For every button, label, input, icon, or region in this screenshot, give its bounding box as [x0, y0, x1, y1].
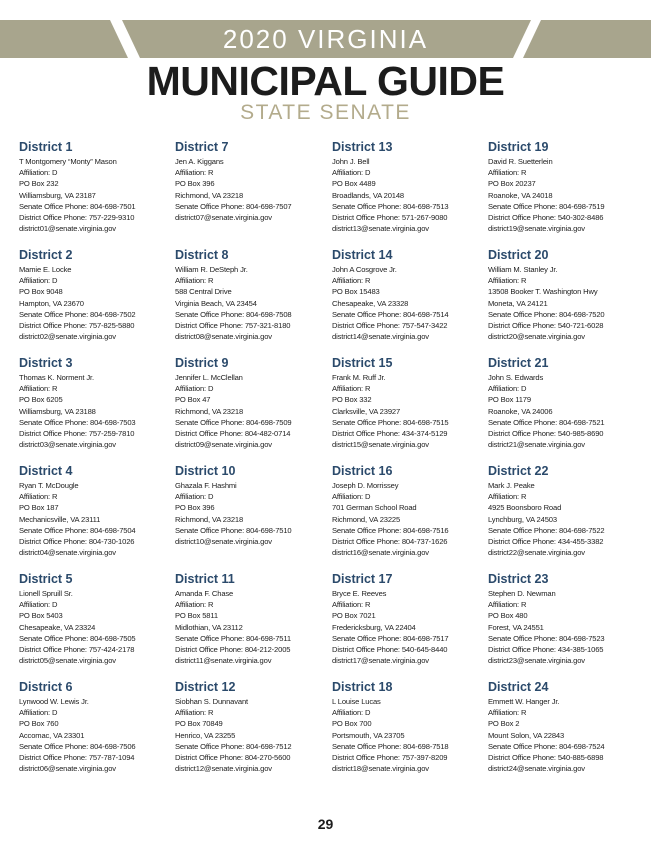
senator-name: Mark J. Peake [488, 481, 535, 490]
affiliation: Affiliation: R [175, 276, 214, 286]
affiliation: Affiliation: R [175, 708, 214, 718]
address-line-1: PO Box 1179 [488, 395, 531, 405]
affiliation: Affiliation: D [19, 168, 58, 178]
email-address[interactable]: district07@senate.virginia.gov [175, 213, 272, 223]
address-line-2: Williamsburg, VA 23188 [19, 406, 96, 416]
address-line-1: PO Box 70849 [175, 719, 223, 729]
district-block [19, 139, 164, 247]
address-line-1: PO Box 9048 [19, 287, 63, 297]
address-line-2: Richmond, VA 23218 [175, 514, 244, 524]
affiliation: Affiliation: R [332, 384, 371, 394]
senator-name: L Louise Lucas [332, 697, 381, 706]
district-heading: District 17 [332, 572, 393, 586]
district-heading: District 14 [332, 248, 393, 262]
senator-name: David R. Suetterlein [488, 157, 553, 166]
address-line-1: PO Box 5811 [175, 611, 218, 621]
district-office-phone: District Office Phone: 804-212-2005 [175, 645, 291, 655]
senator-name: Jennifer L. McClellan [175, 373, 243, 382]
address-line-1: PO Box 47 [175, 395, 211, 405]
header-banner [0, 20, 651, 58]
affiliation: Affiliation: D [332, 708, 371, 718]
affiliation: Affiliation: R [19, 492, 58, 502]
address-line-1: PO Box 15483 [332, 287, 380, 297]
email-address[interactable]: district20@senate.virginia.gov [488, 332, 585, 342]
district-heading: District 7 [175, 140, 229, 154]
affiliation: Affiliation: R [175, 600, 214, 610]
senate-office-phone: Senate Office Phone: 804-698-7514 [332, 309, 449, 319]
address-line-2: Mechanicsville, VA 23111 [19, 514, 101, 524]
district-office-phone: District Office Phone: 757-547-3422 [332, 321, 448, 331]
senate-office-phone: Senate Office Phone: 804-698-7510 [175, 525, 292, 535]
district-block [175, 355, 320, 463]
senator-name: Joseph D. Morrissey [332, 481, 399, 490]
address-line-2: Richmond, VA 23225 [332, 514, 401, 524]
district-office-phone: District Office Phone: 757-825-5880 [19, 321, 135, 331]
district-block [175, 247, 320, 355]
senate-office-phone: Senate Office Phone: 804-698-7509 [175, 417, 292, 427]
address-line-1: PO Box 700 [332, 719, 372, 729]
address-line-2: Roanoke, VA 24018 [488, 190, 553, 200]
senate-office-phone: Senate Office Phone: 804-698-7522 [488, 525, 605, 535]
district-office-phone: District Office Phone: 434-385-1065 [488, 645, 604, 655]
address-line-1: 13508 Booker T. Washington Hwy [488, 287, 598, 297]
district-office-phone: District Office Phone: 571-267-9080 [332, 213, 448, 223]
district-heading: District 6 [19, 680, 73, 694]
district-office-phone: District Office Phone: 804-482-0714 [175, 429, 291, 439]
address-line-2: Clarksville, VA 23927 [332, 406, 401, 416]
affiliation: Affiliation: R [332, 600, 371, 610]
email-address[interactable]: district12@senate.virginia.gov [175, 764, 272, 774]
district-heading: District 5 [19, 572, 73, 586]
district-block [488, 247, 633, 355]
district-heading: District 8 [175, 248, 229, 262]
senate-office-phone: Senate Office Phone: 804-698-7513 [332, 201, 449, 211]
district-heading: District 1 [19, 140, 73, 154]
address-line-2: Williamsburg, VA 23187 [19, 190, 96, 200]
affiliation: Affiliation: R [488, 492, 527, 502]
district-office-phone: District Office Phone: 434-455-3382 [488, 537, 604, 547]
address-line-1: 588 Central Drive [175, 287, 232, 297]
senator-name: Emmett W. Hanger Jr. [488, 697, 560, 706]
email-address[interactable]: district14@senate.virginia.gov [332, 332, 429, 342]
senator-name: Ryan T. McDougle [19, 481, 79, 490]
address-line-2: Chesapeake, VA 23324 [19, 622, 96, 632]
district-block [175, 463, 320, 571]
district-heading: District 4 [19, 464, 73, 478]
district-office-phone: District Office Phone: 757-259-7810 [19, 429, 135, 439]
senate-office-phone: Senate Office Phone: 804-698-7512 [175, 741, 292, 751]
affiliation: Affiliation: R [488, 168, 527, 178]
senate-office-phone: Senate Office Phone: 804-698-7501 [19, 201, 136, 211]
senate-office-phone: Senate Office Phone: 804-698-7520 [488, 309, 605, 319]
address-line-2: Broadlands, VA 20148 [332, 190, 405, 200]
district-office-phone: District Office Phone: 757-397-8209 [332, 753, 448, 763]
district-office-phone: District Office Phone: 757-424-2178 [19, 645, 135, 655]
senator-name: Lionell Spruill Sr. [19, 589, 73, 598]
senator-name: Mamie E. Locke [19, 265, 72, 274]
district-heading: District 13 [332, 140, 393, 154]
affiliation: Affiliation: D [19, 708, 58, 718]
district-office-phone: District Office Phone: 540-885-6898 [488, 753, 604, 763]
senator-name: Bryce E. Reeves [332, 589, 387, 598]
senate-office-phone: Senate Office Phone: 804-698-7508 [175, 309, 292, 319]
district-heading: District 15 [332, 356, 393, 370]
address-line-2: Chesapeake, VA 23328 [332, 298, 409, 308]
district-heading: District 10 [175, 464, 236, 478]
senate-office-phone: Senate Office Phone: 804-698-7503 [19, 417, 136, 427]
email-address[interactable]: district22@senate.virginia.gov [488, 548, 585, 558]
address-line-1: PO Box 396 [175, 503, 215, 513]
address-line-1: PO Box 6205 [19, 395, 63, 405]
column-3 [332, 139, 477, 787]
address-line-2: Hampton, VA 23670 [19, 298, 84, 308]
address-line-1: PO Box 187 [19, 503, 59, 513]
address-line-2: Lynchburg, VA 24503 [488, 514, 557, 524]
district-heading: District 9 [175, 356, 229, 370]
district-office-phone: District Office Phone: 757-787-1094 [19, 753, 135, 763]
district-block [175, 139, 320, 247]
senator-name: Thomas K. Norment Jr. [19, 373, 94, 382]
district-block [19, 463, 164, 571]
email-address[interactable]: district18@senate.virginia.gov [332, 764, 429, 774]
affiliation: Affiliation: R [488, 600, 527, 610]
email-address[interactable]: district05@senate.virginia.gov [19, 656, 116, 666]
affiliation: Affiliation: R [488, 708, 527, 718]
email-address[interactable]: district23@senate.virginia.gov [488, 656, 585, 666]
senate-office-phone: Senate Office Phone: 804-698-7505 [19, 633, 136, 643]
senate-office-phone: Senate Office Phone: 804-698-7511 [175, 633, 291, 643]
district-block [488, 571, 633, 679]
district-heading: District 3 [19, 356, 73, 370]
address-line-1: 701 German School Road [332, 503, 417, 513]
senator-name: Stephen D. Newman [488, 589, 556, 598]
email-address[interactable]: district15@senate.virginia.gov [332, 440, 429, 450]
district-block [332, 463, 477, 571]
district-office-phone: District Office Phone: 757-321-8180 [175, 321, 291, 331]
senate-office-phone: Senate Office Phone: 804-698-7521 [488, 417, 605, 427]
email-address[interactable]: district03@senate.virginia.gov [19, 440, 116, 450]
address-line-2: Moneta, VA 24121 [488, 298, 548, 308]
affiliation: Affiliation: D [332, 168, 371, 178]
district-office-phone: District Office Phone: 540-645-8440 [332, 645, 448, 655]
address-line-1: PO Box 760 [19, 719, 59, 729]
senator-name: T Montgomery “Monty” Mason [19, 157, 117, 166]
district-block [332, 139, 477, 247]
address-line-2: Virginia Beach, VA 23454 [175, 298, 257, 308]
address-line-1: PO Box 20237 [488, 179, 536, 189]
senate-office-phone: Senate Office Phone: 804-698-7518 [332, 741, 449, 751]
affiliation: Affiliation: R [19, 384, 58, 394]
affiliation: Affiliation: D [19, 276, 58, 286]
senator-name: Jen A. Kiggans [175, 157, 224, 166]
address-line-2: Roanoke, VA 24006 [488, 406, 553, 416]
district-block [488, 355, 633, 463]
affiliation: Affiliation: R [488, 276, 527, 286]
address-line-2: Mount Solon, VA 22843 [488, 730, 565, 740]
senate-office-phone: Senate Office Phone: 804-698-7515 [332, 417, 449, 427]
senate-office-phone: Senate Office Phone: 804-698-7519 [488, 201, 605, 211]
district-block [332, 679, 477, 787]
senator-name: Amanda F. Chase [175, 589, 234, 598]
senator-name: John S. Edwards [488, 373, 544, 382]
senate-office-phone: Senate Office Phone: 804-698-7502 [19, 309, 136, 319]
district-office-phone: District Office Phone: 540-302-8486 [488, 213, 604, 223]
senate-office-phone: Senate Office Phone: 804-698-7507 [175, 201, 292, 211]
email-address[interactable]: district24@senate.virginia.gov [488, 764, 585, 774]
district-block [488, 679, 633, 787]
district-heading: District 2 [19, 248, 73, 262]
affiliation: Affiliation: D [175, 492, 214, 502]
district-block [19, 571, 164, 679]
email-address[interactable]: district08@senate.virginia.gov [175, 332, 272, 342]
email-address[interactable]: district11@senate.virginia.gov [175, 656, 272, 666]
district-office-phone: District Office Phone: 804-737-1626 [332, 537, 448, 547]
email-address[interactable]: district19@senate.virginia.gov [488, 224, 585, 234]
senator-name: Siobhan S. Dunnavant [175, 697, 248, 706]
address-line-2: Accomac, VA 23301 [19, 730, 85, 740]
senate-office-phone: Senate Office Phone: 804-698-7517 [332, 633, 449, 643]
address-line-1: PO Box 7021 [332, 611, 376, 621]
address-line-1: PO Box 5403 [19, 611, 63, 621]
email-address[interactable]: district21@senate.virginia.gov [488, 440, 585, 450]
district-block [175, 679, 320, 787]
district-block [19, 679, 164, 787]
address-line-2: Richmond, VA 23218 [175, 190, 244, 200]
senate-office-phone: Senate Office Phone: 804-698-7523 [488, 633, 605, 643]
district-office-phone: District Office Phone: 804-270-5600 [175, 753, 291, 763]
address-line-1: PO Box 4489 [332, 179, 376, 189]
column-1 [19, 139, 164, 787]
address-line-2: Forest, VA 24551 [488, 622, 544, 632]
address-line-1: PO Box 2 [488, 719, 520, 729]
district-block [19, 247, 164, 355]
page-number: 29 [317, 816, 334, 832]
senator-name: William R. DeSteph Jr. [175, 265, 248, 274]
district-block [332, 355, 477, 463]
email-address[interactable]: district06@senate.virginia.gov [19, 764, 116, 774]
district-heading: District 24 [488, 680, 549, 694]
senate-office-phone: Senate Office Phone: 804-698-7524 [488, 741, 605, 751]
email-address[interactable]: district04@senate.virginia.gov [19, 548, 116, 558]
district-block [175, 571, 320, 679]
address-line-2: Richmond, VA 23218 [175, 406, 244, 416]
district-block [332, 247, 477, 355]
senator-name: Frank M. Ruff Jr. [332, 373, 386, 382]
district-heading: District 20 [488, 248, 549, 262]
senator-name: Lynwood W. Lewis Jr. [19, 697, 89, 706]
column-2 [175, 139, 320, 787]
district-block [488, 139, 633, 247]
email-address[interactable]: district16@senate.virginia.gov [332, 548, 429, 558]
address-line-2: Fredericksburg, VA 22404 [332, 622, 416, 632]
senator-name: John J. Bell [332, 157, 370, 166]
address-line-2: Midlothian, VA 23112 [175, 622, 243, 632]
district-heading: District 23 [488, 572, 549, 586]
district-office-phone: District Office Phone: 540-721-6028 [488, 321, 604, 331]
district-block [332, 571, 477, 679]
affiliation: Affiliation: D [19, 600, 58, 610]
address-line-2: Portsmouth, VA 23705 [332, 730, 405, 740]
email-address[interactable]: district10@senate.virginia.gov [175, 537, 272, 547]
district-heading: District 18 [332, 680, 393, 694]
affiliation: Affiliation: R [332, 276, 371, 286]
affiliation: Affiliation: D [488, 384, 527, 394]
affiliation: Affiliation: R [175, 168, 214, 178]
district-heading: District 19 [488, 140, 549, 154]
senate-office-phone: Senate Office Phone: 804-698-7506 [19, 741, 136, 751]
district-office-phone: District Office Phone: 804-730-1026 [19, 537, 135, 547]
email-address[interactable]: district02@senate.virginia.gov [19, 332, 116, 342]
district-heading: District 22 [488, 464, 549, 478]
address-line-1: PO Box 332 [332, 395, 372, 405]
affiliation: Affiliation: D [175, 384, 214, 394]
address-line-2: Henrico, VA 23255 [175, 730, 236, 740]
senate-office-phone: Senate Office Phone: 804-698-7504 [19, 525, 136, 535]
address-line-1: PO Box 480 [488, 611, 528, 621]
email-address[interactable]: district13@senate.virginia.gov [332, 224, 429, 234]
address-line-1: PO Box 396 [175, 179, 215, 189]
senate-office-phone: Senate Office Phone: 804-698-7516 [332, 525, 449, 535]
senator-name: Ghazala F. Hashmi [175, 481, 237, 490]
affiliation: Affiliation: D [332, 492, 371, 502]
district-office-phone: District Office Phone: 757-229-9310 [19, 213, 135, 223]
district-heading: District 12 [175, 680, 236, 694]
district-block [19, 355, 164, 463]
column-4 [488, 139, 633, 787]
email-address[interactable]: district09@senate.virginia.gov [175, 440, 272, 450]
district-office-phone: District Office Phone: 434-374-5129 [332, 429, 448, 439]
district-heading: District 11 [175, 572, 235, 586]
senator-name: John A Cosgrove Jr. [332, 265, 397, 274]
page-subtitle: STATE SENATE [240, 101, 411, 124]
address-line-1: PO Box 232 [19, 179, 59, 189]
address-line-1: 4925 Boonsboro Road [488, 503, 562, 513]
email-address[interactable]: district17@senate.virginia.gov [332, 656, 429, 666]
district-block [488, 463, 633, 571]
banner-title: 2020 VIRGINIA [222, 24, 429, 54]
district-office-phone: District Office Phone: 540-985-8690 [488, 429, 604, 439]
district-heading: District 21 [488, 356, 549, 370]
district-heading: District 16 [332, 464, 393, 478]
page-title: MUNICIPAL GUIDE [146, 58, 505, 104]
senator-name: William M. Stanley Jr. [488, 265, 558, 274]
email-address[interactable]: district01@senate.virginia.gov [19, 224, 116, 234]
